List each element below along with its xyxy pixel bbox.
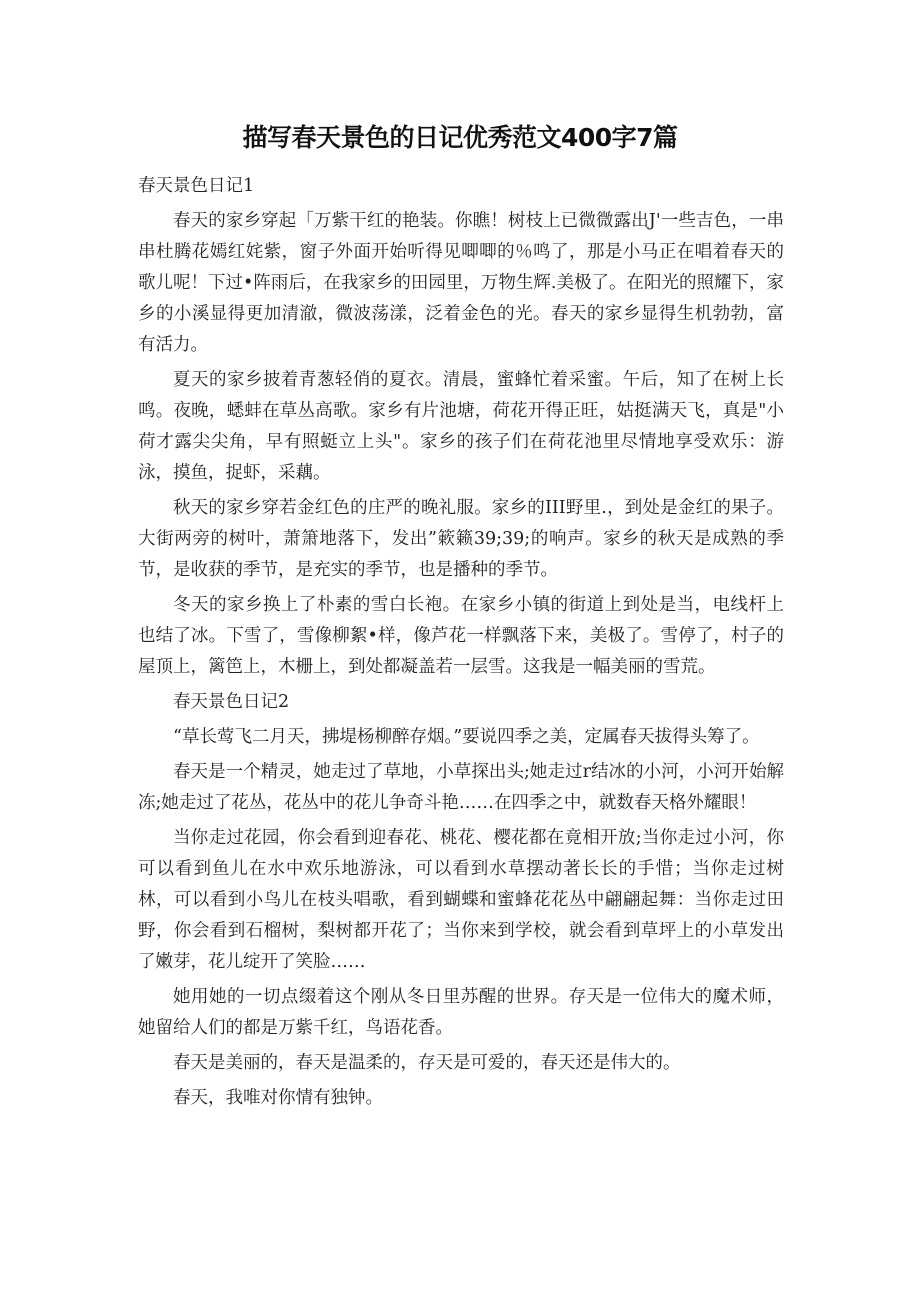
section-heading-1: 春天景色日记1 <box>138 176 255 196</box>
paragraph-spirit: 春天是一个精灵，她走过了草地，小草探出头;她走过r结冰的小河，小河开始解冻;她走过了花丛，花丛中的花儿争奇斗艳……在四季之中，就数春天格外耀眼！ <box>138 762 784 813</box>
paragraph-magician: 她用她的一切点缀着这个刚从冬日里苏醒的世界。存天是一位伟大的魔术师，她留给人们的都是万紫千红，鸟语花香。 <box>138 987 784 1038</box>
paragraph-autumn: 秋天的家乡穿若金红色的庄严的晚礼服。家乡的III野里.，到处是金红的果子。大街两旁的树叶，萧箫地落下，发出”簌籁39;39;的响声。家乡的秋天是成熟的季节，是收获的季节，是充实的季节，也是播种的季节。 <box>138 498 784 580</box>
paragraph-spring: 春天的家乡穿起「万紫干红的艳装。你瞧！树枝上已微微露出J'一些吉色，一串串杜腾花嫣红姹紫，窗子外面开始听得见唧唧的％鸣了，那是小马正在唱着春天的歌儿呢！下过•阵雨后，在我家乡的田园里，万物生辉.美极了。在阳光的照耀下，家乡的小溪显得更加清澈，微波荡漾，泛着金色的光。春天的家乡显得生机勃勃，富有活力。 <box>138 211 784 355</box>
paragraph-quote: “草长莺飞二月天，拂堤杨柳醉存烟。”要说四季之美，定属春天拔得头筹了。 <box>173 727 760 747</box>
document-title: 描写春天景色的日记优秀范文400字7篇 <box>242 123 678 152</box>
paragraph-walk: 当你走过花园，你会看到迎春花、桃花、樱花都在竟相开放;当你走过小河，你可以看到鱼儿在水中欢乐地游泳，可以看到水草摆动著长长的手惜；当你走过树林，可以看到小鸟儿在枝头唱歌，看到蝴蝶和蜜蜂花花丛中翩翩起舞：当你走过田野，你会看到石榴树，梨树都开花了；当你来到学校，就会看到草坪上的小草发出了嫩芽，花儿绽开了笑脸…… <box>138 828 784 972</box>
paragraph-closing: 春天，我唯对你情有独钟。 <box>173 1088 383 1108</box>
paragraph-winter: 冬天的家乡换上了朴素的雪白长袍。在家乡小镇的街道上到处是当，电线杆上也结了冰。下雪了，雪像柳絮•样，像芦花一样飘落下来，美极了。雪停了，村子的屋顶上，篱笆上，木栅上，到处都凝盖若一层雪。这我是一幅美丽的雪荒。 <box>138 595 784 677</box>
paragraph-beauty: 春天是美丽的，春天是温柔的，存天是可爱的，春天还是伟大的。 <box>173 1053 681 1073</box>
paragraph-summer: 夏天的家乡披着青葱轻俏的夏衣。清晨，蜜蜂忙着采蜜。午后，知了在树上长鸣。夜晚，蟋蚌在草丛高歌。家乡有片池塘，荷花开得正旺，姑挺满天飞，真是"小荷才露尖尖角，早有照蜓立上头"。家乡的孩子们在荷花池里尽情地享受欢乐：游泳，摸鱼，捉虾，采藕。 <box>138 370 784 483</box>
document-body <box>138 171 784 1118</box>
section-heading-2: 春天景色日记2 <box>173 692 290 712</box>
